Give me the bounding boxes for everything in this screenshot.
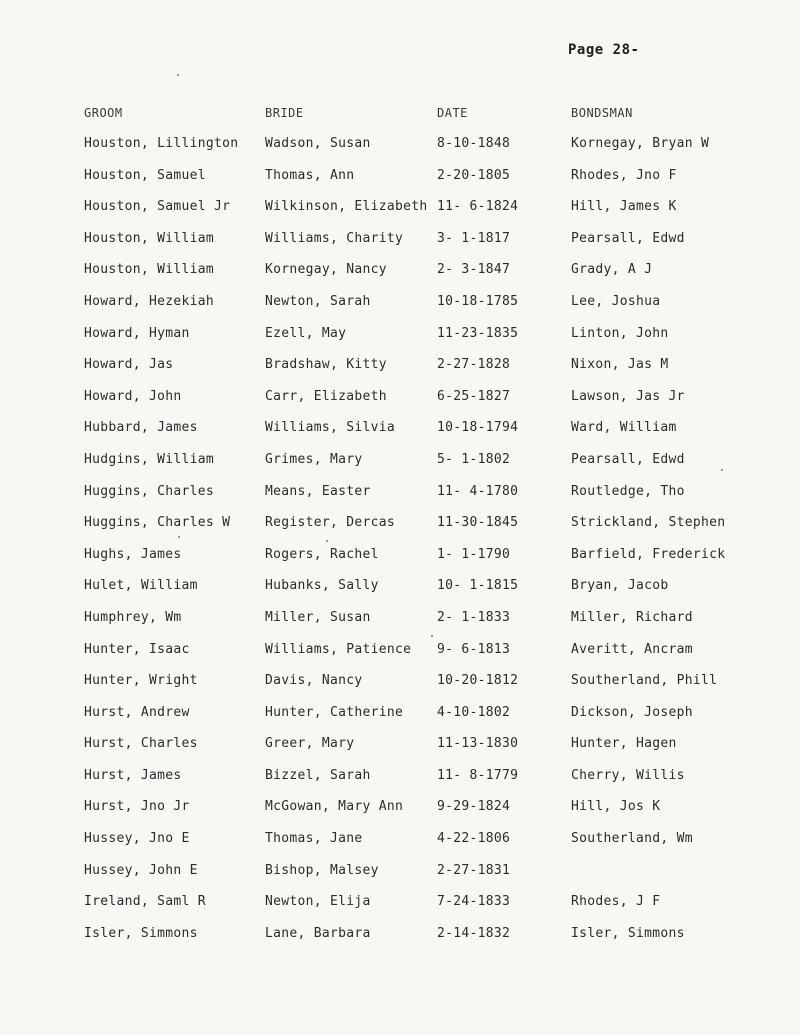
bride-name: McGowan, Mary Ann [265,799,404,815]
bondsman-name: Routledge, Tho [571,483,685,499]
bride-name: Newton, Sarah [265,293,371,309]
bride-name: Hubanks, Sally [265,578,379,594]
bride-name: Williams, Silvia [265,420,396,436]
bondsman-name: Grady, A J [571,262,653,278]
marriage-date: 10- 1-1815 [437,578,519,594]
groom-name: Howard, Jas [84,357,174,373]
marriage-date: 11-23-1835 [437,325,519,341]
bondsman-name: Linton, John [571,325,669,341]
groom-name: Hughs, James [84,546,182,562]
header-bride: BRIDE [265,106,304,120]
marriage-date: 2-27-1828 [437,357,511,373]
record-row [0,452,800,484]
bride-name: Carr, Elizabeth [265,388,387,404]
bride-name: Lane, Barbara [265,925,371,941]
bride-name: Means, Easter [265,483,371,499]
groom-name: Howard, John [84,388,182,404]
bride-name: Williams, Patience [265,641,412,657]
groom-name: Houston, William [84,262,215,278]
groom-name: Hussey, John E [84,862,198,878]
marriage-date: 5- 1-1802 [437,451,511,467]
bondsman-name: Hunter, Hagen [571,736,677,752]
marriage-date: 3- 1-1817 [437,230,511,246]
bondsman-name: Strickland, Stephen [571,515,726,531]
groom-name: Houston, William [84,230,215,246]
marriage-date: 4-22-1806 [437,831,511,847]
bondsman-name: Miller, Richard [571,609,693,625]
bride-name: Ezell, May [265,325,347,341]
record-row [0,863,800,895]
bride-name: Bizzel, Sarah [265,767,371,783]
paper-speck [178,536,180,538]
groom-name: Huggins, Charles [84,483,215,499]
marriage-date: 11-30-1845 [437,515,519,531]
bondsman-name: Lawson, Jas Jr [571,388,685,404]
groom-name: Houston, Samuel Jr [84,199,231,215]
bondsman-name: Ward, William [571,420,677,436]
record-row [0,484,800,516]
groom-name: Howard, Hezekiah [84,293,215,309]
record-row [0,231,800,263]
bondsman-name: Isler, Simmons [571,925,685,941]
bondsman-name: Nixon, Jas M [571,357,669,373]
record-row [0,894,800,926]
groom-name: Humphrey, Wm [84,609,182,625]
groom-name: Isler, Simmons [84,925,198,941]
record-row [0,736,800,768]
bondsman-name: Hill, James K [571,199,677,215]
bride-name: Wilkinson, Elizabeth [265,199,428,215]
record-row [0,578,800,610]
bondsman-name: Pearsall, Edwd [571,451,685,467]
marriage-date: 8-10-1848 [437,136,511,151]
marriage-date: 2-27-1831 [437,862,511,878]
groom-name: Hussey, Jno E [84,831,190,847]
bondsman-name: Averitt, Ancram [571,641,693,657]
marriage-date: 7-24-1833 [437,894,511,910]
bride-name: Bradshaw, Kitty [265,357,387,373]
groom-name: Hunter, Wright [84,673,198,689]
record-row [0,705,800,737]
page-number: Page 28- [568,42,640,58]
bride-name: Rogers, Rachel [265,546,379,562]
record-row [0,199,800,231]
marriage-date: 2- 1-1833 [437,609,511,625]
header-groom: GROOM [84,106,123,120]
bride-name: Wadson, Susan [265,136,371,151]
marriage-date: 4-10-1802 [437,704,511,720]
marriage-date: 10-20-1812 [437,673,519,689]
bride-name: Kornegay, Nancy [265,262,387,278]
record-row [0,389,800,421]
bondsman-name: Lee, Joshua [571,293,661,309]
groom-name: Hurst, James [84,767,182,783]
groom-name: Hurst, Charles [84,736,198,752]
paper-speck [177,74,179,76]
bondsman-name: Kornegay, Bryan W [571,136,710,151]
bride-name: Newton, Elija [265,894,371,910]
record-row [0,357,800,389]
record-row [0,831,800,863]
marriage-date: 2-14-1832 [437,925,511,941]
bondsman-name: Southerland, Phill [571,673,718,689]
marriage-date: 10-18-1794 [437,420,519,436]
record-row [0,799,800,831]
paper-speck [721,469,723,471]
groom-name: Houston, Samuel [84,167,206,183]
record-row [0,926,800,958]
bondsman-name: Bryan, Jacob [571,578,669,594]
bondsman-name: Barfield, Frederick [571,546,726,562]
bondsman-name: Rhodes, J F [571,894,661,910]
groom-name: Hubbard, James [84,420,198,436]
bride-name: Greer, Mary [265,736,355,752]
paper-speck [326,540,328,542]
marriage-date: 9-29-1824 [437,799,511,815]
marriage-date: 11- 6-1824 [437,199,519,215]
column-headers [0,106,800,124]
groom-name: Ireland, Saml R [84,894,206,910]
marriage-date: 1- 1-1790 [437,546,511,562]
groom-name: Hurst, Jno Jr [84,799,190,815]
groom-name: Huggins, Charles W [84,515,231,531]
record-row [0,326,800,358]
marriage-date: 11- 8-1779 [437,767,519,783]
bondsman-name: Cherry, Willis [571,767,685,783]
record-row [0,547,800,579]
marriage-date: 10-18-1785 [437,293,519,309]
bride-name: Thomas, Jane [265,831,363,847]
paper-speck [431,635,433,637]
marriage-date: 9- 6-1813 [437,641,511,657]
groom-name: Hulet, William [84,578,198,594]
groom-name: Hurst, Andrew [84,704,190,720]
record-row [0,768,800,800]
record-row [0,294,800,326]
bondsman-name: Dickson, Joseph [571,704,693,720]
bride-name: Davis, Nancy [265,673,363,689]
record-row [0,610,800,642]
bondsman-name: Rhodes, Jno F [571,167,677,183]
groom-name: Hudgins, William [84,451,215,467]
bondsman-name: Hill, Jos K [571,799,661,815]
bride-name: Bishop, Malsey [265,862,379,878]
groom-name: Howard, Hyman [84,325,190,341]
marriage-date: 11- 4-1780 [437,483,519,499]
record-row [0,420,800,452]
record-row [0,642,800,674]
bride-name: Register, Dercas [265,515,396,531]
header-date: DATE [437,106,468,120]
marriage-date: 6-25-1827 [437,388,511,404]
groom-name: Houston, Lillington [84,136,239,151]
bride-name: Miller, Susan [265,609,371,625]
marriage-date: 2-20-1805 [437,167,511,183]
bride-name: Grimes, Mary [265,451,363,467]
record-row [0,136,800,168]
record-row [0,673,800,705]
record-row [0,262,800,294]
bride-name: Thomas, Ann [265,167,355,183]
record-row [0,515,800,547]
header-bondsman: BONDSMAN [571,106,633,120]
marriage-date: 11-13-1830 [437,736,519,752]
bride-name: Hunter, Catherine [265,704,404,720]
bondsman-name: Southerland, Wm [571,831,693,847]
bondsman-name: Pearsall, Edwd [571,230,685,246]
bride-name: Williams, Charity [265,230,404,246]
groom-name: Hunter, Isaac [84,641,190,657]
marriage-date: 2- 3-1847 [437,262,511,278]
marriage-records-list [0,136,800,957]
record-row [0,168,800,200]
